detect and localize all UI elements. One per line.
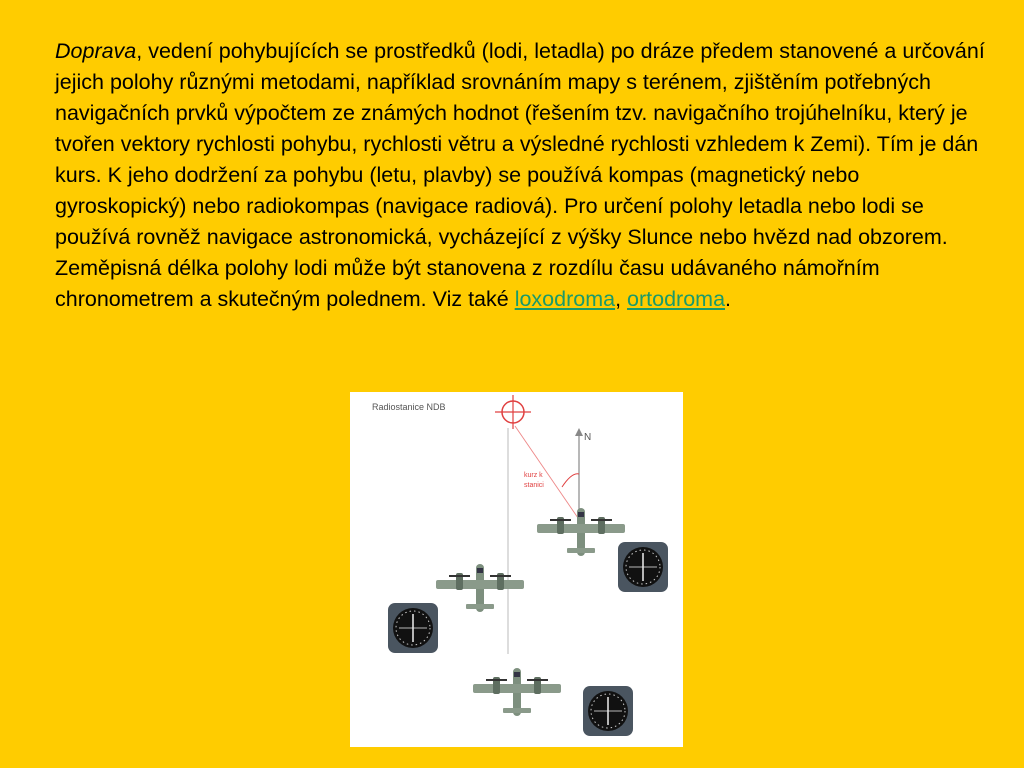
navigation-diagram xyxy=(350,392,683,747)
compass-gauge-icon xyxy=(618,542,668,592)
article-term: Doprava xyxy=(55,39,137,63)
link-ortodroma[interactable]: ortodroma xyxy=(627,287,726,311)
compass-gauge-icon xyxy=(388,603,438,653)
angle-label-2: stanici xyxy=(524,482,544,489)
plane-icon xyxy=(473,668,561,716)
article-body: , vedení pohybujících se prostředků (lodi, letadla) po dráze předem stanovené a určování jejich polohy různými metodami, například srovnáním mapy s terénem, zjištěním potřebných navigačních prvků výpočtem ze známých hodnot (řešením tzv. navigačního trojúhelníku, který je tvořen vektory rychlosti pohybu, rychlosti větru a výsledné rychlosti vzhledem k Zemi). Tím je dán kurs. K jeho dodržení za pohybu (letu, plavby) se používá kompas (magnetický nebo gyroskopický) nebo radiokompas (navigace radiová). Pro určení polohy letadla nebo lodi se používá rovněž navigace astronomická, vycházející z výšky Slunce nebo hvězd nad obzorem. Zeměpisná délka polohy lodi může být stanovena z rozdílu času udávaného námořním chronometrem a skutečným polednem. Viz také xyxy=(55,39,985,311)
article-end: . xyxy=(725,287,732,311)
station-label: Radiostanice NDB xyxy=(372,402,446,412)
angle-arc xyxy=(562,474,579,487)
plane-icon xyxy=(436,564,524,612)
angle-label-1: kurz k xyxy=(524,472,543,479)
article-paragraph xyxy=(55,36,990,315)
ndb-station-icon xyxy=(495,395,531,429)
north-label: N xyxy=(584,432,592,443)
link-loxodroma[interactable]: loxodroma xyxy=(514,287,616,311)
compass-gauge-icon xyxy=(583,686,633,736)
link-separator: , xyxy=(615,287,628,311)
plane-icon xyxy=(537,508,625,556)
navigation-illustration xyxy=(350,392,683,747)
